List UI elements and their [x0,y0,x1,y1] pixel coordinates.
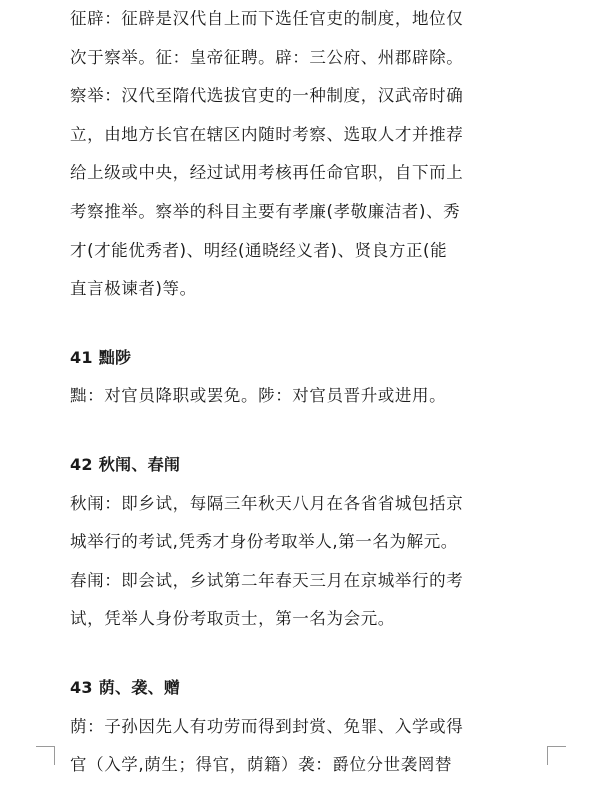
paragraph-spacer [70,309,540,339]
body-text-line: 黜：对官员降职或罢免。陟：对官员晋升或进用。 [70,386,447,406]
document-body [70,0,540,785]
body-text-line: 次于察举。征：皇帝征聘。辟：三公府、州郡辟除。 [70,47,464,67]
body-text-line: 秋闱：即乡试，每隔三年秋天八月在各省省城包括京 [70,493,464,513]
body-text-line: 春闱：即会试，乡试第二年春天三月在京城举行的考 [70,570,464,590]
page-margin-corner-mark [547,746,566,765]
body-text-line: 征辟：征辟是汉代自上而下选任官吏的制度，地位仅 [70,9,464,28]
body-text-line: 官（入学,荫生；得官，荫籍）袭：爵位分世袭罔替 [70,755,453,775]
body-text-line: 试，凭举人身份考取贡士，第一名为会元。 [70,609,395,629]
section-heading-42: 42 秋闱、春闱 [70,454,181,474]
body-text-line: 城举行的考试,凭秀才身份考取举人,第一名为解元。 [70,532,458,552]
body-text-line: 考察推举。察举的科目主要有孝廉(孝敬廉洁者)、秀 [70,201,461,221]
body-text-line: 才(才能优秀者)、明经(通晓经义者)、贤良方正(能 [70,240,448,260]
paragraph-spacer [70,416,540,446]
body-text-line: 荫：子孙因先人有功劳而得到封赏、免罪、入学或得 [70,716,464,736]
section-heading-43: 43 荫、袭、赠 [70,677,181,697]
body-text-line: 立，由地方长官在辖区内随时考察、选取人才并推荐 [70,124,464,144]
body-text-line: 察举：汉代至隋代选拔官吏的一种制度，汉武帝时确 [70,86,464,106]
section-heading-41: 41 黜陟 [70,347,132,367]
page-margin-corner-mark [36,746,55,765]
body-text-line: 直言极谏者)等。 [70,279,197,299]
body-text-line: 给上级或中央，经过试用考核再任命官职，自下而上 [70,163,464,183]
paragraph-spacer [70,639,540,669]
